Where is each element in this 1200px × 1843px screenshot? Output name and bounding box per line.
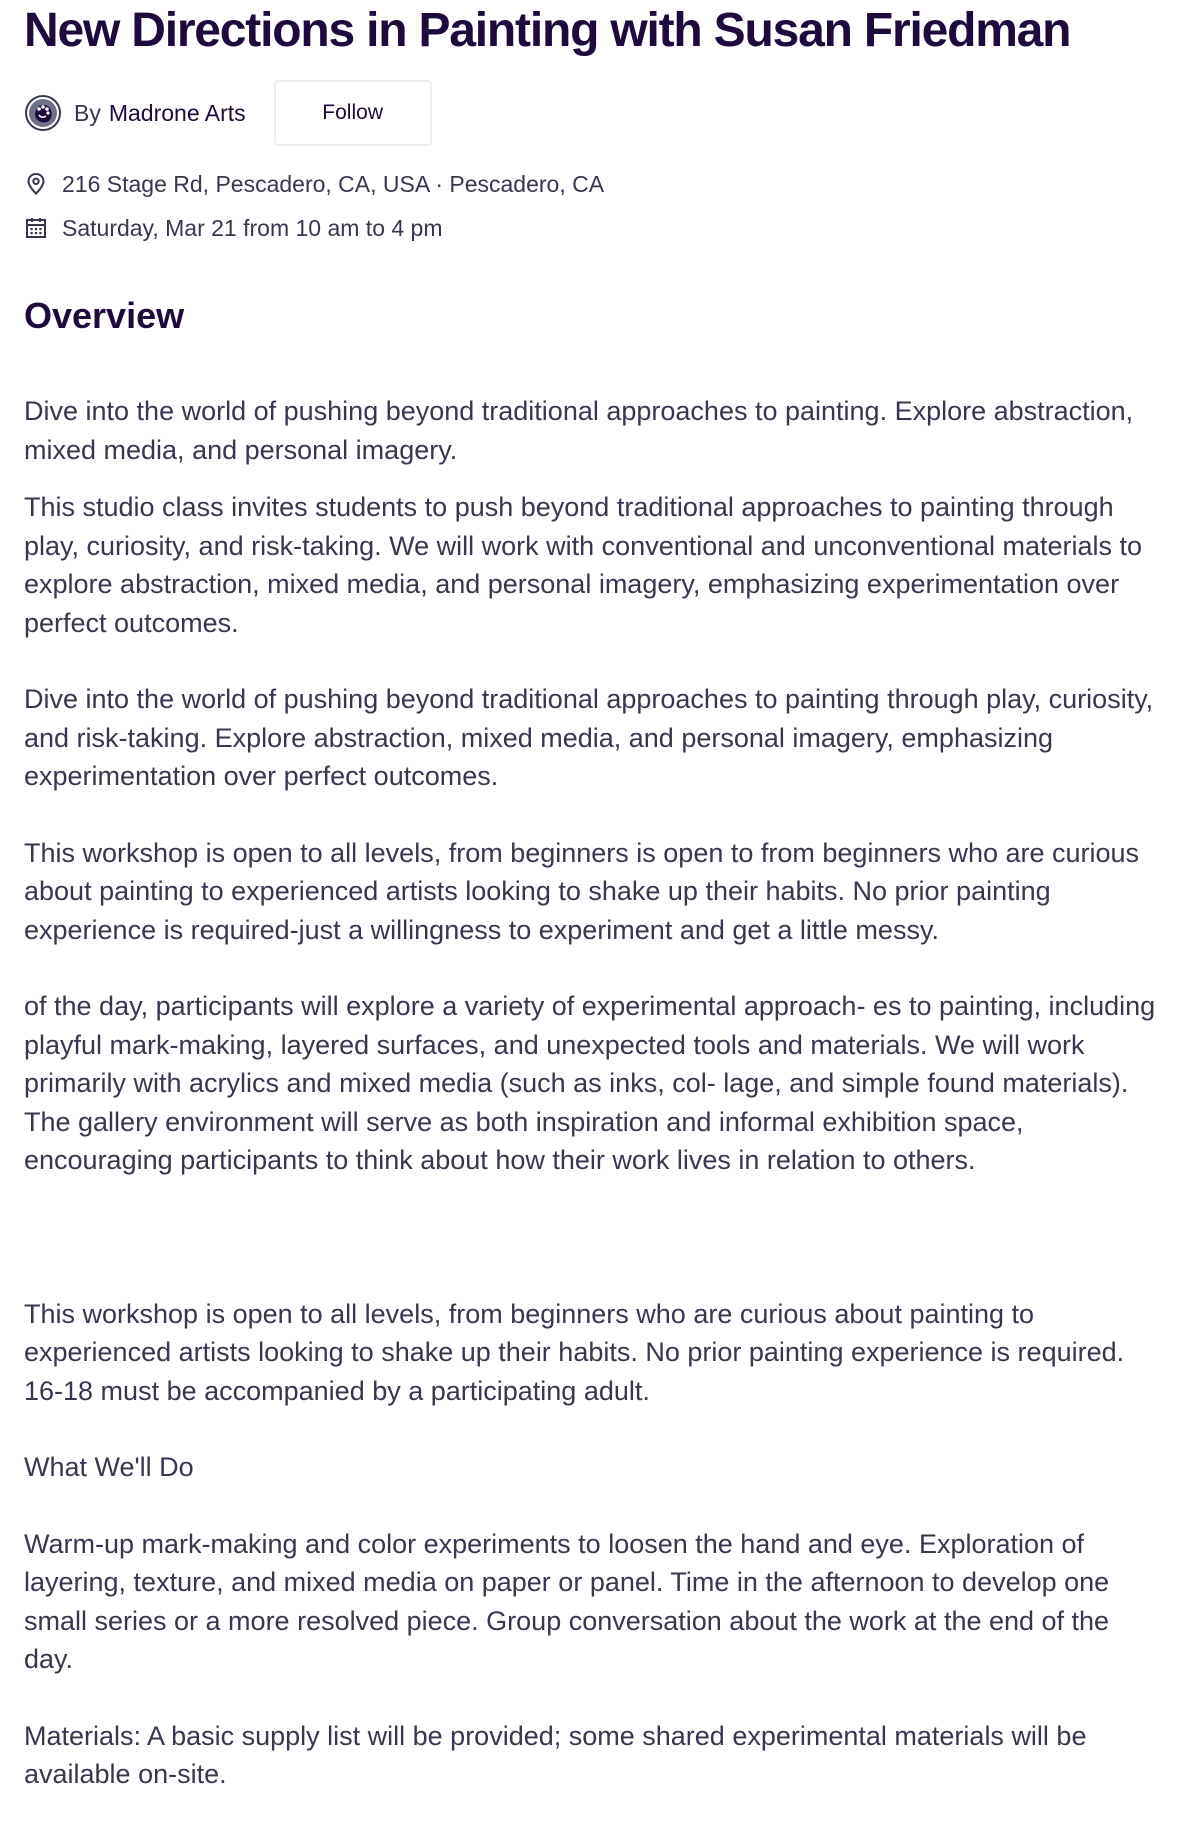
map-pin-icon [24,170,48,198]
event-location-row [24,164,1176,204]
event-location[interactable]: 216 Stage Rd, Pescadero, CA, USA · Pescadero, CA [62,170,605,197]
what-well-do-heading: What We'll Do [24,1452,194,1482]
overview-heading: Overview [24,295,185,336]
materials-paragraph: Materials: A basic supply list will be provided; some shared experimental materials will be available on-site. [24,1720,1087,1789]
calendar-icon [24,214,48,242]
madrone-arts-logo-icon[interactable] [24,94,62,132]
overview-paragraph: Dive into the world of pushing beyond traditional approaches to painting through play, curiosity, and risk-taking. Explore abstraction, mixed media, and personal imagery, emphasizing experimentation over perfect outcomes. [24,684,1154,791]
organizer-by-label: By [74,99,101,126]
organizer-name-link[interactable]: Madrone Arts [108,99,246,126]
overview-paragraph: This studio class invites students to push beyond traditional approaches to painting through play, curiosity, and risk-taking. We will work with conventional and unconventional materials to explore abstraction, mixed media, and personal imagery, emphasizing experimentation over perfect outcomes. [24,492,1143,638]
event-title: New Directions in Painting with Susan Friedman [24,4,1071,57]
overview-paragraph: This workshop is open to all levels, from beginners who are curious about painting to experienced artists looking to shake up their habits. No prior painting experience is required. 16-18 must be accompanied by a participating adult. [24,1298,1125,1406]
overview-paragraph: This workshop is open to all levels, from beginners is open to from beginners who are curious about painting to experienced artists looking to shake up their habits. No prior painting experience is required-just a willingness to experiment and get a little messy. [24,837,1140,945]
overview-summary: Dive into the world of pushing beyond traditional approaches to painting. Explore abstraction, mixed media, and personal imagery. [24,396,1134,465]
organizer-row [24,80,1176,146]
event-date: Saturday, Mar 21 from 10 am to 4 pm [62,214,443,241]
follow-button[interactable]: Follow [274,80,432,146]
overview-paragraph: Warm-up mark-making and color experiments to loosen the hand and eye. Exploration of layering, texture, and mixed media on paper or panel. Time in the afternoon to develop one small series or a more resolved piece. Group conversation about the work at the end of the day. [24,1528,1110,1674]
event-date-row [24,208,1176,248]
overview-paragraph: of the day, participants will explore a variety of experimental approach- es to painting, including playful mark-making, layered surfaces, and unexpected tools and materials. We will work primarily with acrylics and mixed media (such as inks, col- lage, and simple found materials). The gallery environment will serve as both inspiration and informal exhibition space, encouraging participants to think about how their work lives in relation to others. [24,991,1156,1175]
